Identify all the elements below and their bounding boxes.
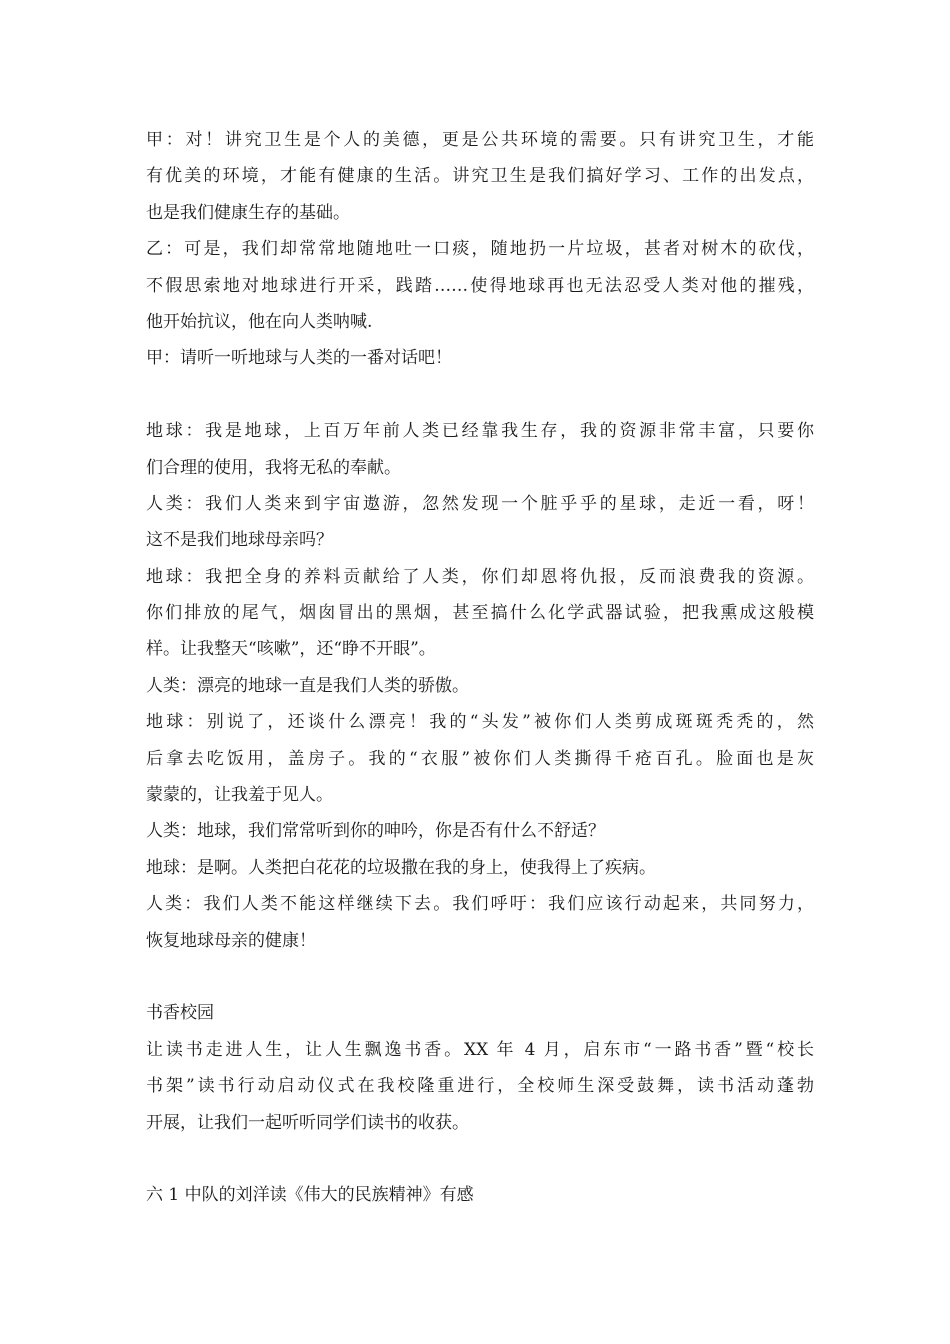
blank-line: [146, 959, 814, 995]
text-line: 地球：我是地球，上百万年前人类已经靠我生存，我的资源非常丰富，只要你: [146, 421, 814, 442]
blank-line: [146, 1141, 814, 1177]
text-line: 恢复地球母亲的健康！: [146, 930, 316, 951]
text-line: 人类：我们人类来到宇宙遨游，忽然发现一个脏乎乎的星球，走近一看，呀！: [146, 493, 814, 514]
text-line: 书香校园: [146, 1003, 214, 1024]
text-line: 乙：可是，我们却常常地随地吐一口痰，随地扔一片垃圾，甚者对树木的砍伐，: [146, 239, 814, 260]
text-line: 蒙蒙的，让我羞于见人。: [146, 785, 333, 806]
text-line: 他开始抗议，他在向人类呐喊.: [146, 311, 373, 332]
text-line: 样。让我整天“咳嗽”，还“睁不开眼”。: [146, 639, 436, 660]
text-line: 甲：对！讲究卫生是个人的美德，更是公共环境的需要。只有讲究卫生，才能: [146, 130, 814, 150]
document-body: [146, 122, 814, 1214]
text-line: 六 1 中队的刘洋读《伟大的民族精神》有感: [146, 1185, 474, 1206]
text-line: 开展，让我们一起听听同学们读书的收获。: [146, 1112, 469, 1133]
text-line: 们合理的使用，我将无私的奉献。: [146, 457, 401, 478]
text-line: 你们排放的尾气，烟囱冒出的黑烟，甚至搞什么化学武器试验，把我熏成这般模: [146, 603, 814, 624]
text-line: 不假思索地对地球进行开采，践踏……使得地球再也无法忍受人类对他的摧残，: [146, 275, 814, 296]
text-line: 地球：是啊。人类把白花花的垃圾撒在我的身上，使我得上了疾病。: [146, 857, 656, 878]
text-line: 后拿去吃饭用，盖房子。我的“衣服”被你们人类撕得千疮百孔。脸面也是灰: [146, 748, 814, 769]
text-line: 地球：别说了，还谈什么漂亮！我的“头发”被你们人类剪成斑斑秃秃的，然: [146, 712, 814, 733]
text-line: 地球：我把全身的养料贡献给了人类，你们却恩将仇报，反而浪费我的资源。: [146, 566, 814, 587]
text-line: 人类：我们人类不能这样继续下去。我们呼吁：我们应该行动起来，共同努力，: [146, 894, 814, 915]
text-line: 让读书走进人生，让人生飘逸书香。XX 年 4 月，启东市“一路书香”暨“校长: [146, 1039, 814, 1060]
text-line: 书架”读书行动启动仪式在我校隆重进行，全校师生深受鼓舞，读书活动蓬勃: [146, 1076, 814, 1097]
blank-line: [146, 377, 814, 413]
text-line: 人类：漂亮的地球一直是我们人类的骄傲。: [146, 675, 469, 696]
text-line: 也是我们健康生存的基础。: [146, 202, 350, 223]
text-line: 这不是我们地球母亲吗？: [146, 530, 333, 551]
text-line: 人类：地球，我们常常听到你的呻吟，你是否有什么不舒适？: [146, 821, 605, 842]
text-line: 有优美的环境，才能有健康的生活。讲究卫生是我们搞好学习、工作的出发点，: [146, 166, 814, 187]
text-line: 甲：请听一听地球与人类的一番对话吧！: [146, 348, 452, 369]
